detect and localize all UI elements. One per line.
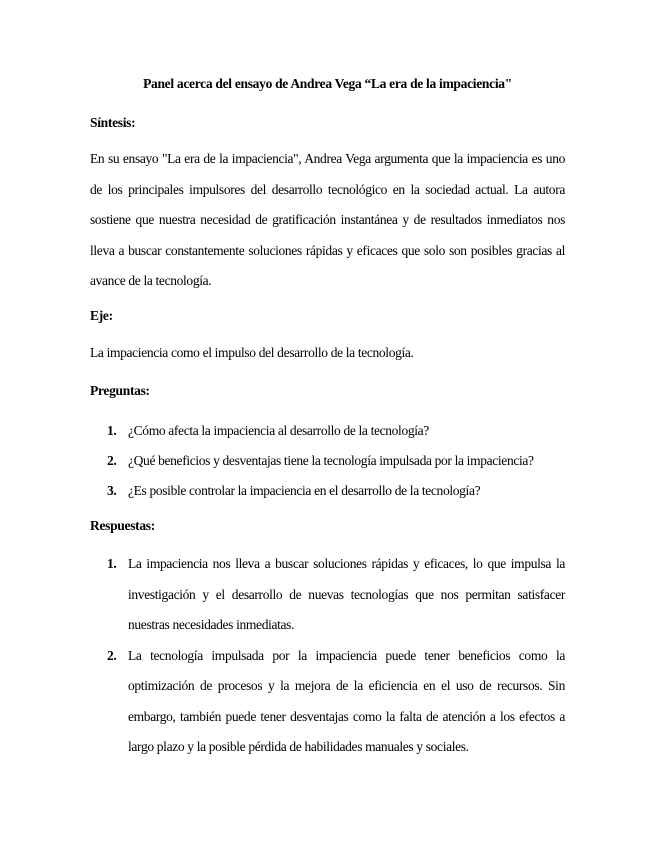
- answers-heading: Respuestas:: [90, 518, 155, 533]
- question-text: ¿Qué beneficios y desventajas tiene la tecnología impulsada por la impaciencia?: [128, 453, 534, 468]
- questions-list: [90, 421, 565, 511]
- question-text: ¿Cómo afecta la impaciencia al desarrollo de la tecnología?: [128, 423, 429, 438]
- answers-list: [90, 549, 565, 763]
- answer-text: La tecnología impulsada por la impaciencia puede tener beneficios como la optimización de procesos y la mejora de la eficiencia en el uso de recursos. Sin embargo, también puede tener desventajas como la falta de atención a los efectos a largo plazo y la posible pérdida de habilidades manuales y sociales.: [128, 647, 565, 754]
- questions-heading: Preguntas:: [90, 383, 150, 398]
- question-number: 2.: [107, 453, 117, 468]
- question-item: [90, 481, 565, 501]
- axis-paragraph: La impaciencia como el impulso del desarrollo de la tecnología.: [90, 345, 414, 360]
- answer-item: [90, 641, 565, 763]
- answer-item: [90, 549, 565, 641]
- question-number: 1.: [107, 423, 117, 438]
- answer-number: 1.: [107, 556, 117, 571]
- question-item: [90, 421, 565, 441]
- answer-number: 2.: [107, 647, 117, 663]
- question-item: [90, 451, 565, 471]
- synthesis-heading: Síntesis:: [90, 115, 136, 130]
- axis-heading: Eje:: [90, 308, 113, 323]
- question-number: 3.: [107, 483, 117, 498]
- synthesis-paragraph: En su ensayo "La era de la impaciencia", Andrea Vega argumenta que la impaciencia es uno de los principales impulsores del desarrollo tecnológico en la sociedad actual. La autora sostiene que nuestra necesidad de gratificación instantánea y de resultados inmediatos nos lleva a buscar constantemente soluciones rápidas y eficaces que solo son posibles gracias al avance de la tecnología.: [90, 151, 565, 288]
- answer-text: La impaciencia nos lleva a buscar soluciones rápidas y eficaces, lo que impulsa la investigación y el desarrollo de nuevas tecnologías que nos permitan satisfacer nuestras necesidades inmediatas.: [128, 556, 565, 632]
- document-title: Panel acerca del ensayo de Andrea Vega “La era de la impaciencia": [143, 76, 512, 91]
- question-text: ¿Es posible controlar la impaciencia en el desarrollo de la tecnología?: [128, 483, 481, 498]
